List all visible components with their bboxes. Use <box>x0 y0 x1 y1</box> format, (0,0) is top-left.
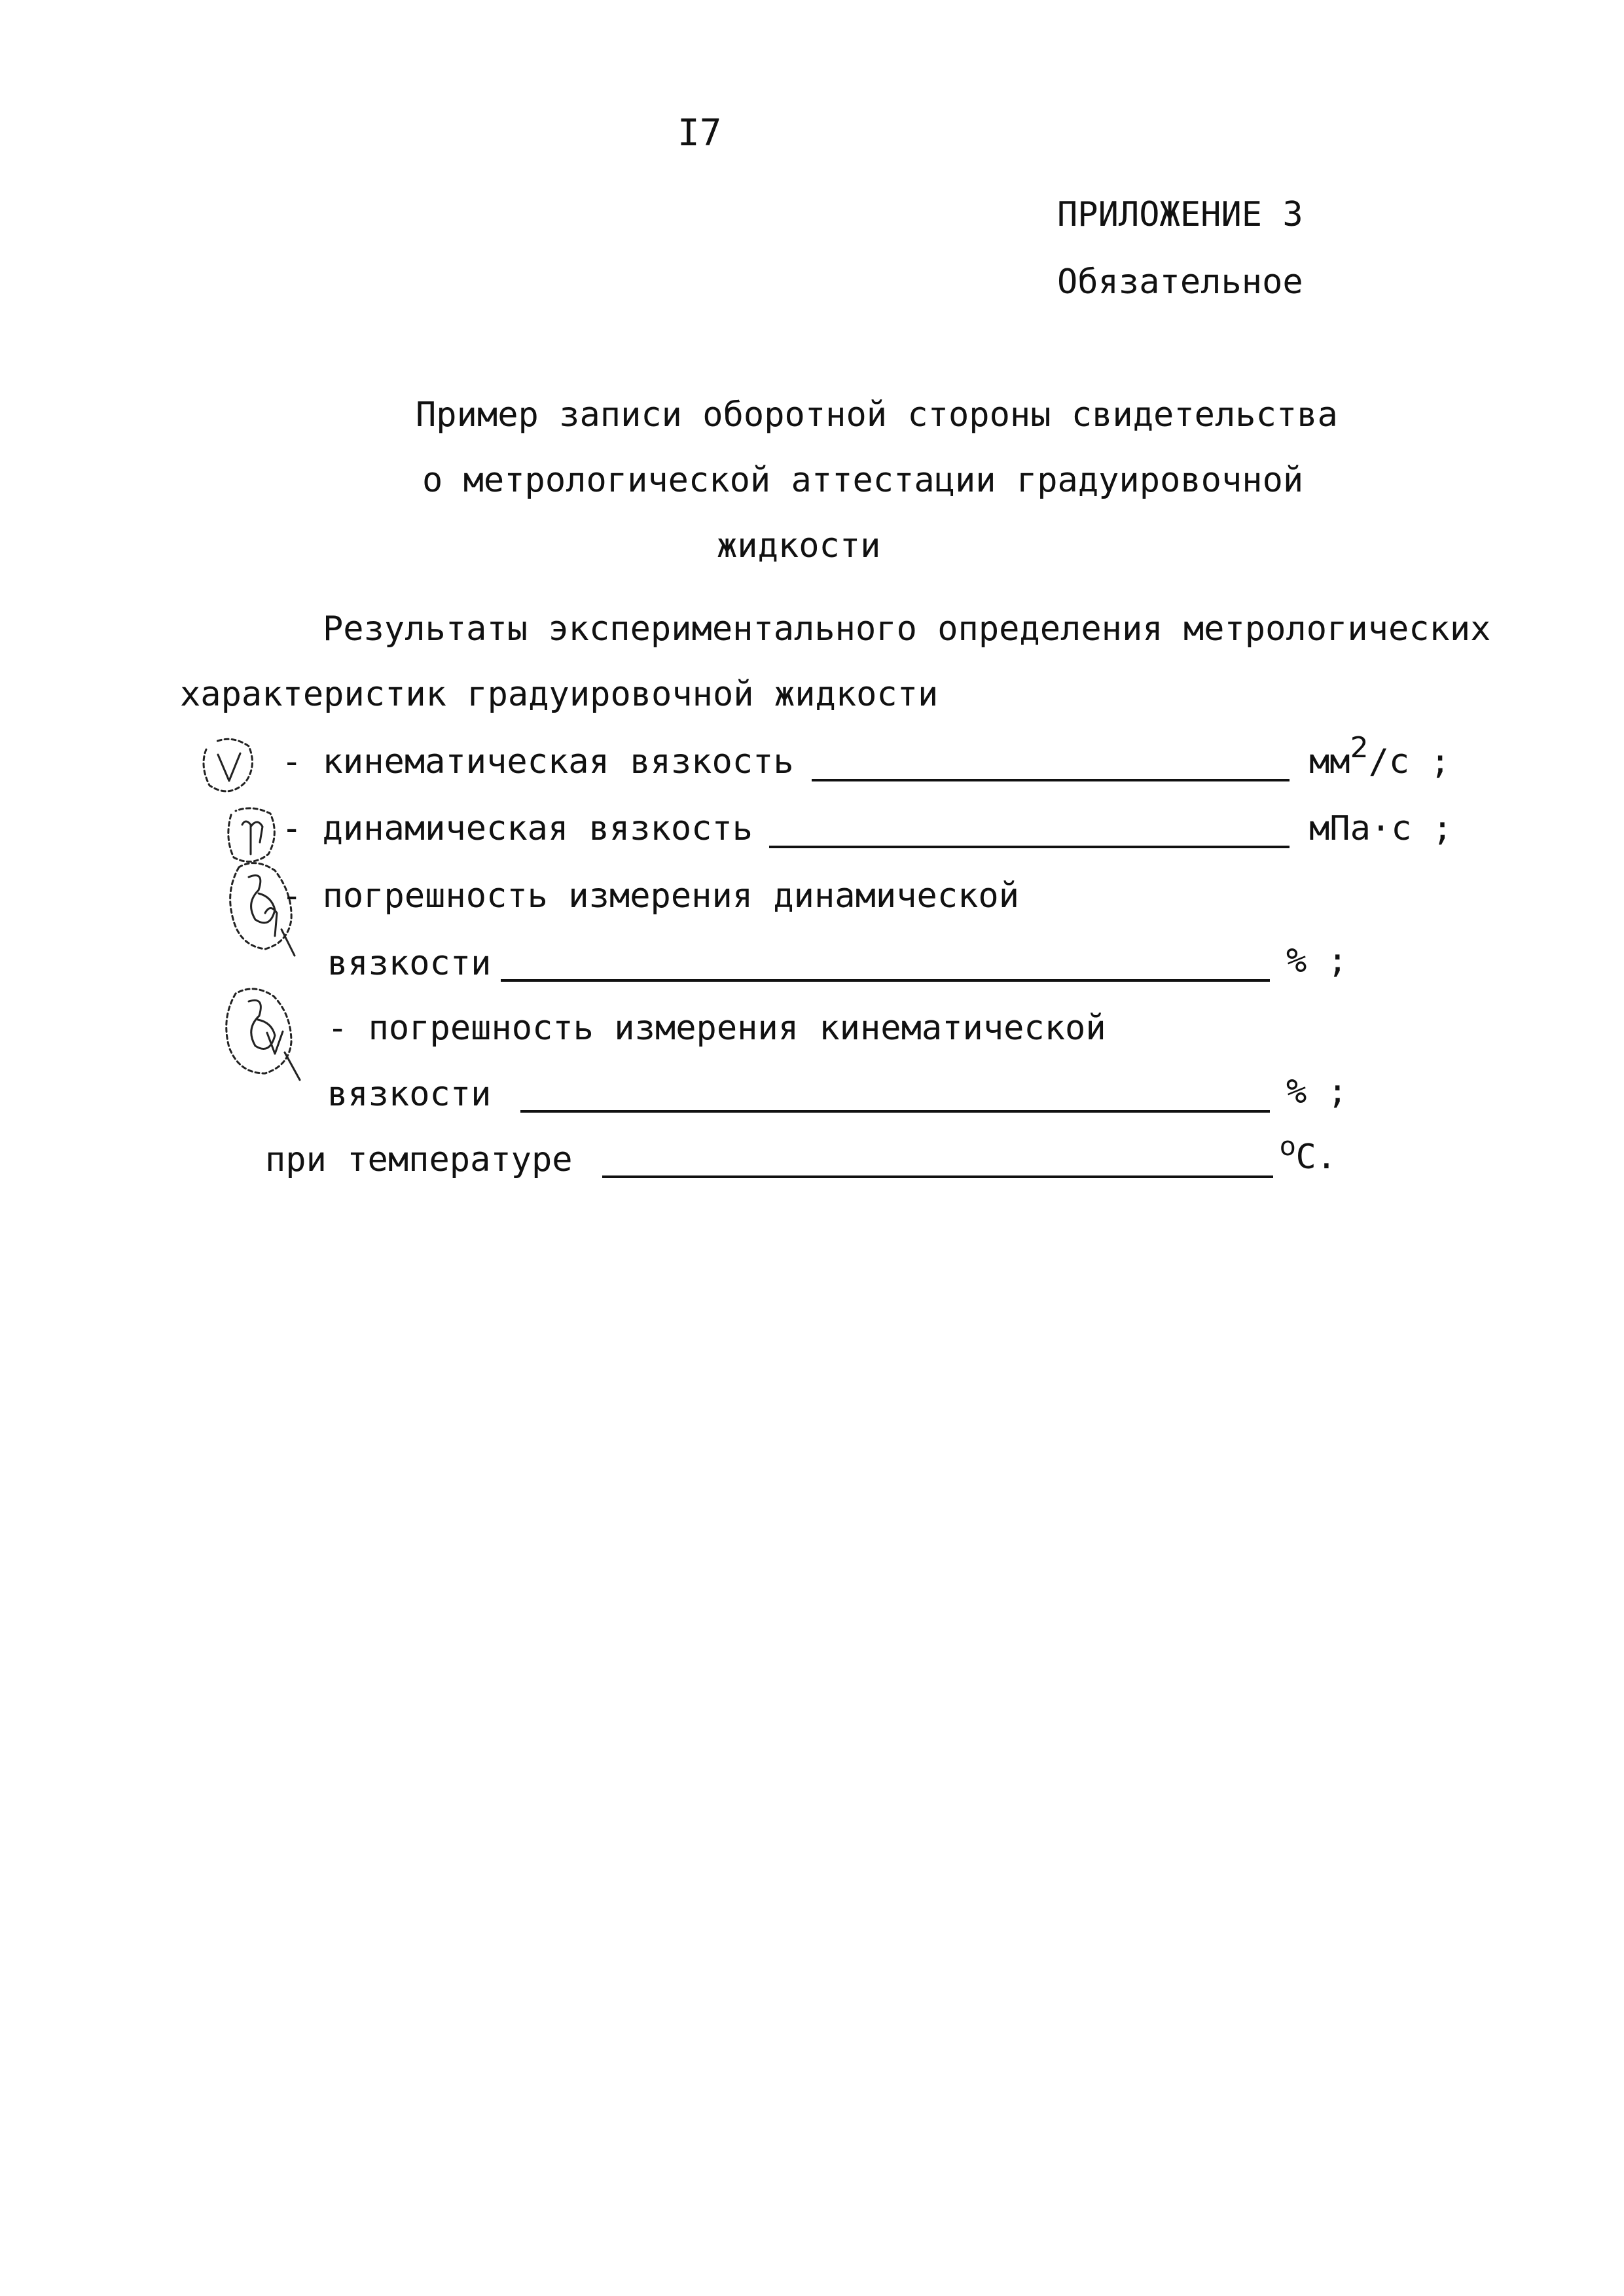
kinematic-unit-prefix: мм <box>1309 742 1350 781</box>
dynamic-error-unit: % ; <box>1286 941 1348 980</box>
temperature-blank[interactable] <box>602 1175 1273 1178</box>
temperature-unit-suffix: С. <box>1295 1138 1337 1177</box>
kinematic-viscosity-blank[interactable] <box>812 779 1290 781</box>
appendix-title: ПРИЛОЖЕНИЕ 3 <box>1057 195 1303 234</box>
dynamic-error-label-line-2: вязкости <box>327 944 492 983</box>
dynamic-error-blank[interactable] <box>501 979 1270 982</box>
temperature-label: при температуре <box>265 1140 573 1179</box>
kinematic-error-unit: % ; <box>1286 1072 1348 1111</box>
kinematic-error-blank[interactable] <box>520 1110 1270 1113</box>
dynamic-viscosity-blank[interactable] <box>769 846 1290 848</box>
page-number: I7 <box>677 112 722 154</box>
dynamic-error-label-line-1: - погрешность измерения динамической <box>281 876 1020 916</box>
kinematic-error-label-line-1: - погрешность измерения кинематической <box>327 1009 1106 1048</box>
handwritten-nu-symbol-icon <box>193 730 265 802</box>
temperature-degree-symbol: о <box>1280 1132 1296 1162</box>
kinematic-viscosity-label: - кинематическая вязкость <box>281 742 794 781</box>
heading-line-3: жидкости <box>717 526 881 565</box>
heading-line-1: Пример записи оборотной стороны свидетельства <box>416 395 1338 435</box>
temperature-unit <box>1280 1132 1337 1177</box>
kinematic-unit-suffix: /с ; <box>1368 742 1451 781</box>
dynamic-viscosity-unit: мПа·с ; <box>1309 809 1453 848</box>
kinematic-error-label-line-2: вязкости <box>327 1075 492 1114</box>
intro-line-2: характеристик градуировочной жидкости <box>180 675 939 714</box>
appendix-status: Обязательное <box>1057 262 1303 302</box>
kinematic-unit-power: 2 <box>1350 731 1369 764</box>
handwritten-delta-nu-symbol-icon <box>216 982 314 1086</box>
kinematic-viscosity-unit <box>1309 731 1451 781</box>
intro-line-1: Результаты экспериментального определения метрологических <box>323 609 1491 649</box>
heading-line-2: о метрологической аттестации градуировочной <box>422 461 1304 500</box>
dynamic-viscosity-label: - динамическая вязкость <box>281 809 753 848</box>
